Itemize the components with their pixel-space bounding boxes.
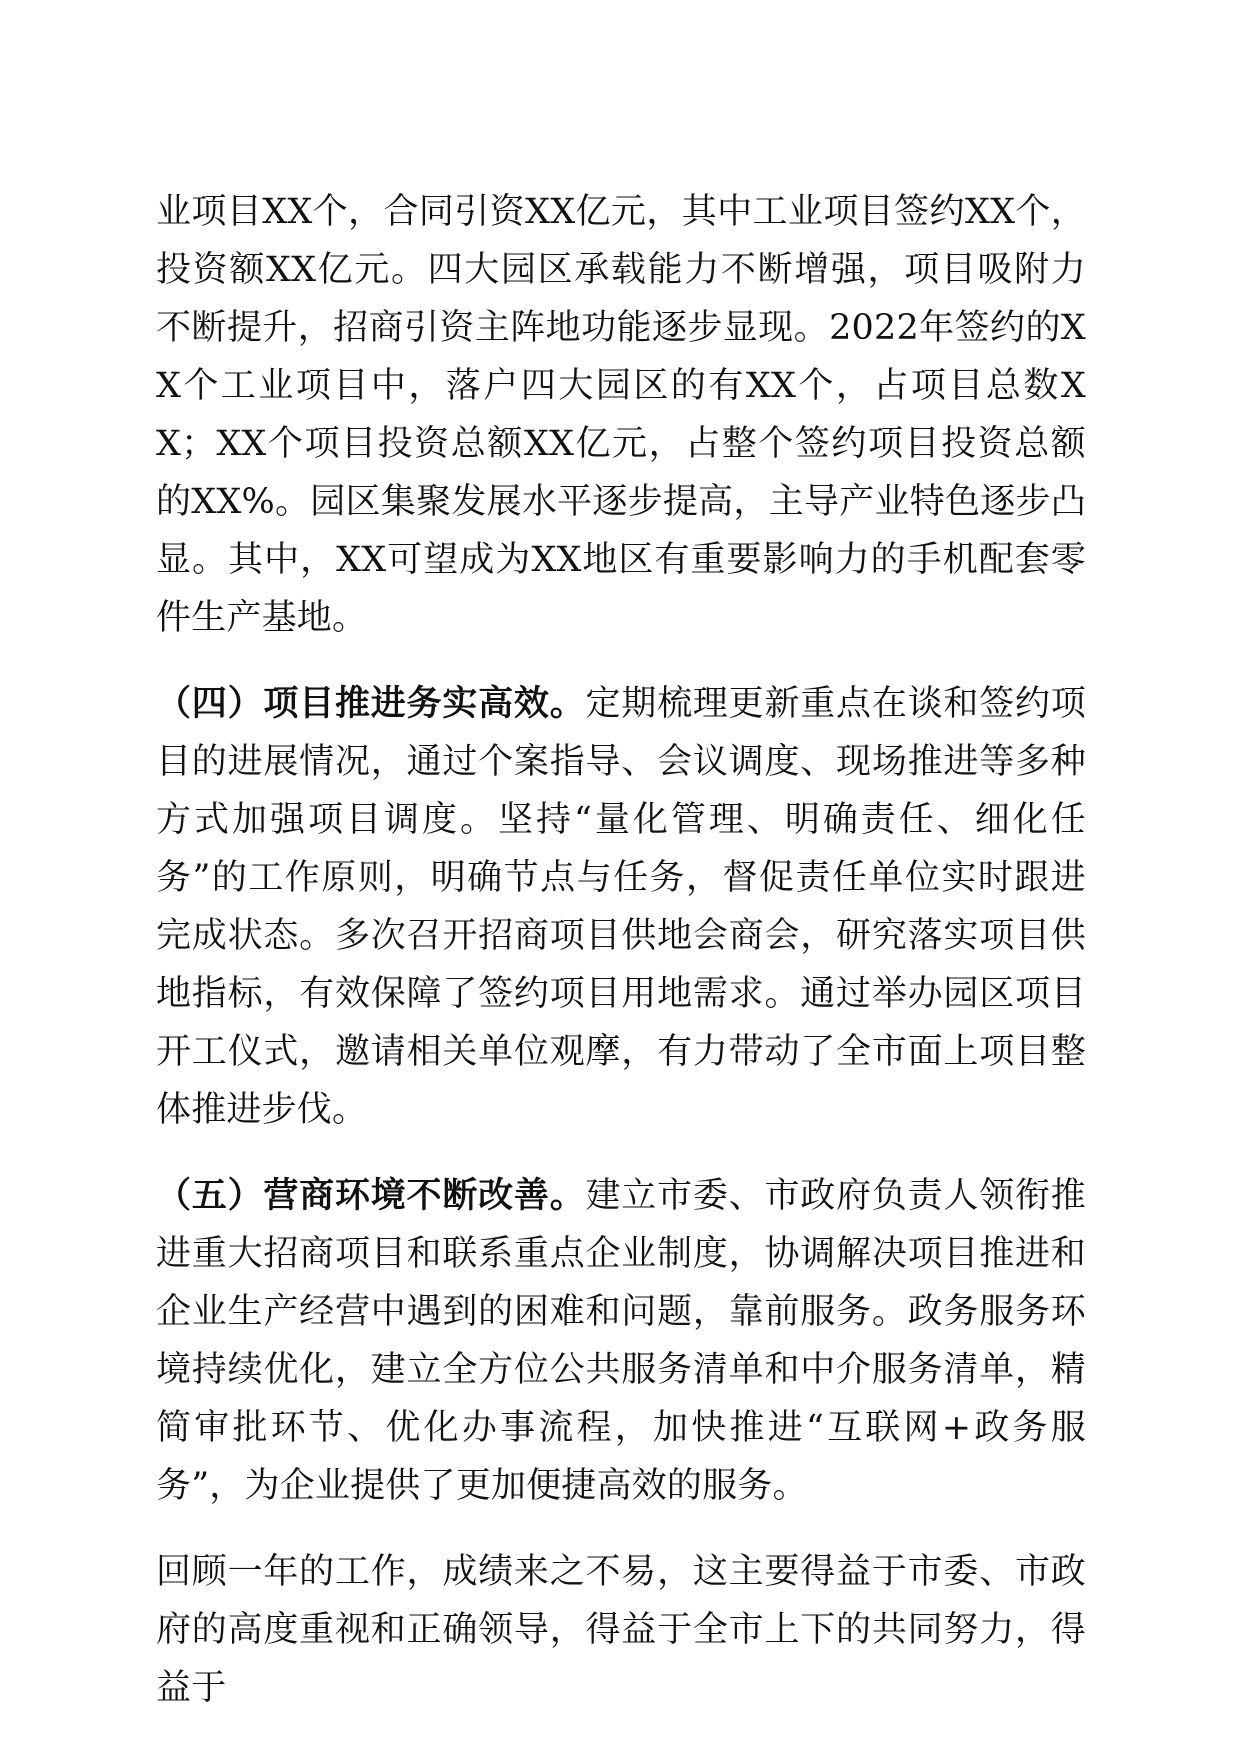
paragraph-text: 定期梳理更新重点在谈和签约项目的进展情况，通过个案指导、会议调度、现场推进等多种方式加强项目调度。坚持“量化管理、明确责任、细化任务”的工作原则，明确节点与任务，督促责任单位实时跟进完成状态。多次召开招商项目供地会商会，研究落实项目供地指标，有效保障了签约项目用地需求。通过举办园区项目开工仪式，邀请相关单位观摩，有力带动了全市面上项目整体推进步伐。 (156, 684, 1086, 1130)
paragraph-text: 建立市委、市政府负责人领衔推进重大招商项目和联系重点企业制度，协调解决项目推进和企业生产经营中遇到的困难和问题，靠前服务。政务服务环境持续优化，建立全方位公共服务清单和中介服务清单，精简审批环节、优化办事流程，加快推进“互联网+政务服务”，为企业提供了更加便捷高效的服务。 (156, 1176, 1086, 1506)
paragraph-review (156, 1543, 1086, 1717)
paragraph-heading-five: （五）营商环境不断改善。 (156, 1175, 586, 1216)
paragraph-park-investment (156, 183, 1086, 647)
paragraph-text: 业项目XX个，合同引资XX亿元，其中工业项目签约XX个，投资额XX亿元。四大园区承载能力不断增强，项目吸附力不断提升，招商引资主阵地功能逐步显现。2022年签约的XX个工业项目中，落户四大园区的有XX个，占项目总数XX；XX个项目投资总额XX亿元，占整个签约项目投资总额的XX%。园区集聚发展水平逐步提高，主导产业特色逐步凸显。其中，XX可望成为XX地区有重要影响力的手机配套零件生产基地。 (156, 192, 1086, 638)
paragraph-project-progress (156, 675, 1086, 1139)
paragraph-business-environment (156, 1167, 1086, 1515)
document-page (156, 183, 1086, 1717)
paragraph-heading-four: （四）项目推进务实高效。 (156, 683, 586, 724)
paragraph-text: 回顾一年的工作，成绩来之不易，这主要得益于市委、市政府的高度重视和正确领导，得益于全市上下的共同努力，得益于 (156, 1552, 1086, 1708)
